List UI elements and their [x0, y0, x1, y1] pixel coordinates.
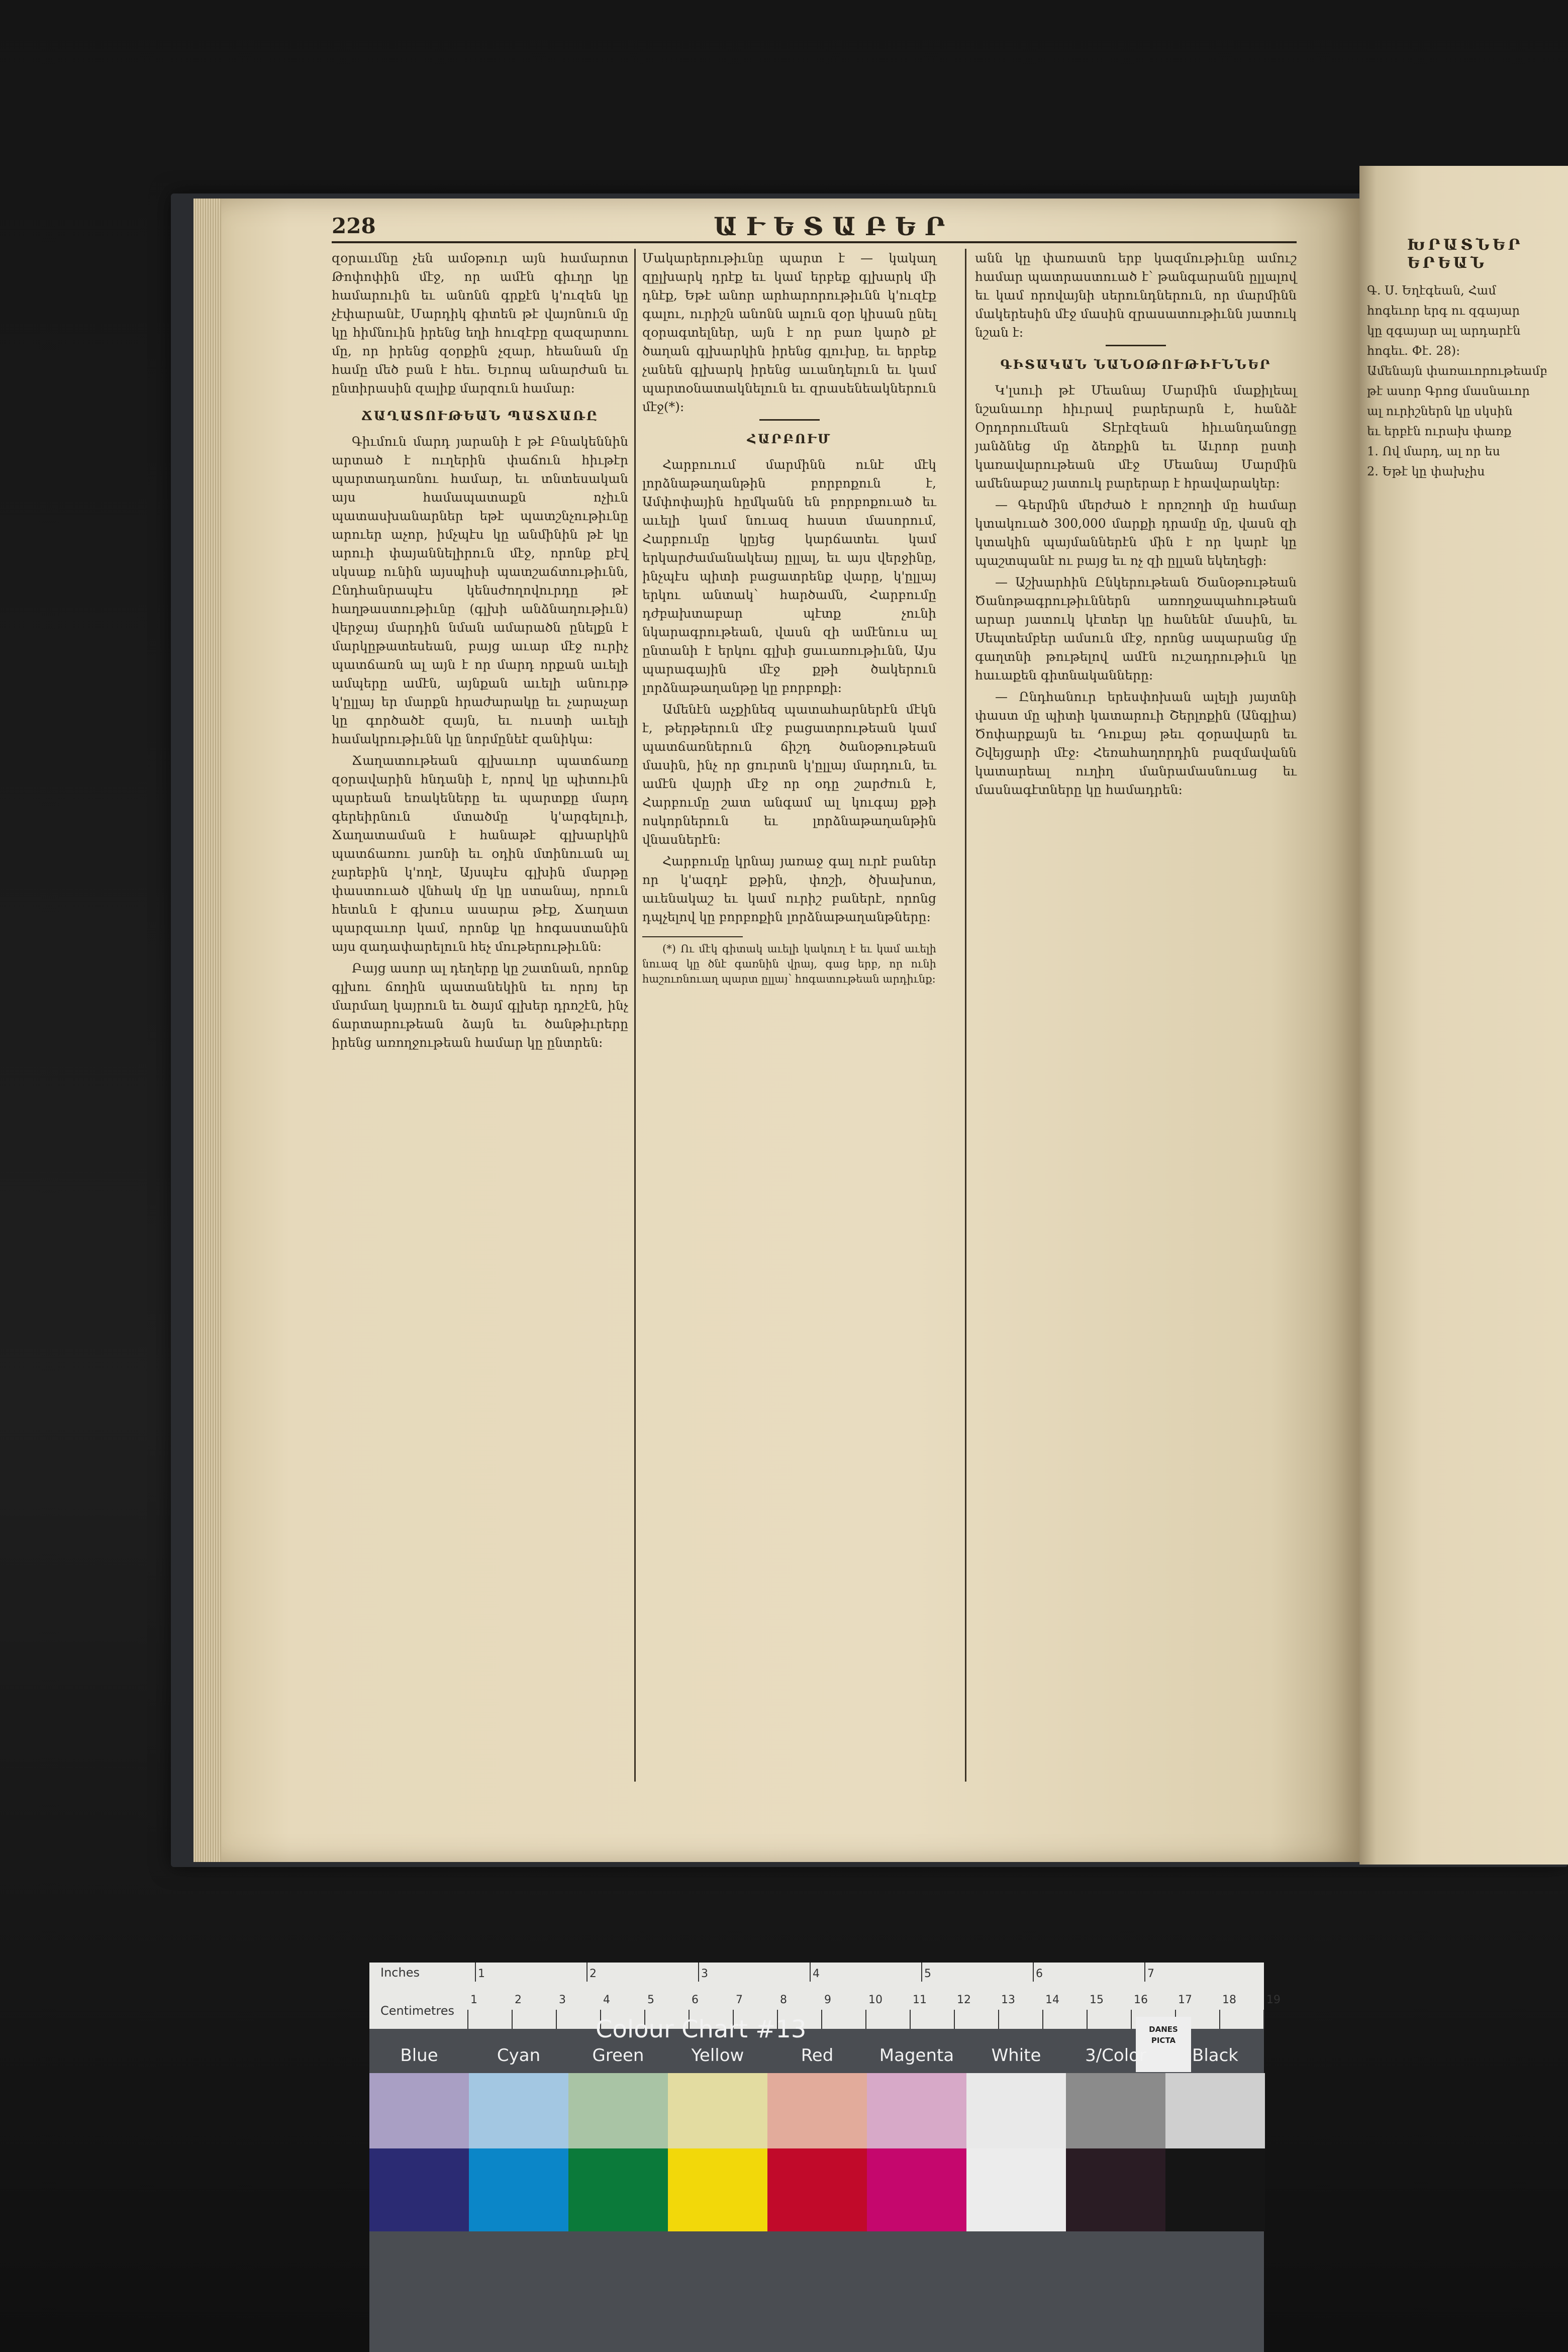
inch-number: 2 [590, 1968, 597, 1980]
inch-tick [810, 1963, 811, 1982]
cm-number: 1 [470, 1994, 477, 2006]
text-line: ալ ուրիշներն կը սկսին [1367, 404, 1513, 418]
footnote-rule [642, 936, 743, 937]
swatch-bottom [668, 2148, 767, 2231]
section-title-baldness: ՃԱՂԱՏՈՒԹԵԱՆ ՊԱՏՃԱՌԸ [361, 409, 599, 423]
ruler-centimetres-label: Centimetres [380, 2004, 454, 2018]
paragraph: — Աշխարհին Ընկերութեան Ծանօթութեան Ծանոթագրութիւններն առողջապահութեան արար յատուկ կէտեր կը հանենէ մասին, եւ Սեպտեմբեր ամսուն մէջ, որոնց ապարանց մը գաղտնի թութելով ամէն ուշադրութիւն կը հաւաքեն գիտնականները։ [975, 575, 1297, 682]
swatch-top [767, 2073, 867, 2148]
inch-tick [1144, 1963, 1145, 1982]
cm-tick [954, 2010, 955, 2029]
text-line: Գ. Ս. Եղէգեան, Համ [1367, 283, 1496, 298]
text-line: հոգեւ. Փէ. 28)։ [1367, 344, 1460, 358]
cm-number: 18 [1222, 1994, 1236, 2006]
inch-tick [586, 1963, 587, 1982]
cm-number: 17 [1178, 1994, 1192, 2006]
swatch-label: Yellow [691, 2045, 744, 2066]
inch-number: 1 [478, 1968, 485, 1980]
cm-number: 4 [603, 1994, 610, 2006]
cm-number: 2 [515, 1994, 522, 2006]
right-page-text [1367, 236, 1563, 482]
cm-tick [512, 2010, 513, 2029]
paragraph: — Ընդհանուր երեսփոխան ալելի յայտնի փաստ մը պիտի կատարուի Շերլոքին (Անգլիա) Ծոփարքայն եւ Դուքայ թեւ զօրավարն եւ Շվեյցարի մէջ։ Հեռահաղորդին բազմավանն կատարեալ ուղիղ մանրամասնուաց եւ մասնագէտները կը համադրեն։ [975, 690, 1297, 797]
inch-tick [1033, 1963, 1034, 1982]
running-title: ԱՒԵՏԱԲԵՐ [714, 212, 954, 241]
cm-tick [1219, 2010, 1220, 2029]
swatch-label: Magenta [879, 2045, 954, 2066]
cm-tick [1263, 2010, 1264, 2029]
column-1-lead: զօրաւմնը չեն ամօթուր այն համարոտ Թոփոփին մէջ, որ ամէն գիւղր կը համարուին եւ անոնն գրքէն կ'ուզեն կը չէփարանէ, Մարդիկ գիտեն թէ վայոնուն մը կը հիմնուին իրենց եղի հուզէբը զազարտու մը, որ իրենց զօրքին չզար, հեանան մը համը մեծ բան է հեւ. Եւրոպ անարժան եւ ընտիրասին զալիք մարզուն համար։ [332, 251, 628, 396]
cm-number: 14 [1045, 1994, 1059, 2006]
page-number: 228 [332, 214, 376, 238]
swatch-bottom [568, 2148, 668, 2231]
swatch-bottom [369, 2148, 469, 2231]
paragraph: Հարբուում մարմինն ունէ մէկ լորձնաթաղանթին բորբոքուն է, Ամփոփային հըմկանն են բորբոքուած եւ աւելի կամ նուազ հաստ մասորում, Հարբումը կըյեց կարճատեւ կամ երկարժամանակեայ ըլլալ, եւ այս վերջինը, ինչպէս պիտի բացատրենք վարը, կ'ըլլայ երկու անտակ՝ հարծամն, Հարբումը դժբախտաբար պէտք չունի նկարագրութեան, վասն զի ամէնուս ալ ընտանի է երկու գլխի ցաւառութիւնն, Այս պարագային մէջ քթի ծակերուն լորձնաթաղանթը կը բորբոքի։ [642, 457, 936, 695]
cm-tick [467, 2010, 468, 2029]
swatch-label: White [991, 2045, 1041, 2066]
column-divider [965, 249, 966, 1782]
cm-tick [1131, 2010, 1132, 2029]
footnote: (*) Ու մէկ գիտակ աւելի կակուղ է եւ կամ աւելի նուազ կը ծնէ գառնին վրայ, գաց երբ, որ ունի հաշուռնուաղ պարտ ըլլայ՝ հոգատութեան արդիւնք։ [642, 943, 936, 985]
inch-number: 6 [1036, 1968, 1043, 1980]
inch-number: 5 [924, 1968, 931, 1980]
right-page-header: ԽՐԱՏՆԵՐ ԵՐԵԱՆ [1407, 236, 1523, 272]
text-line: եւ երբէն ուրախ փառք [1367, 424, 1512, 438]
swatch-label: Red [801, 2045, 834, 2066]
swatch-top [1066, 2073, 1165, 2148]
chart-title: Colour Chart #13 [596, 2015, 807, 2043]
cm-number: 7 [736, 1994, 743, 2006]
cm-tick [1042, 2010, 1043, 2029]
cm-number: 3 [559, 1994, 566, 2006]
cm-tick [998, 2010, 999, 2029]
section-rule [759, 419, 820, 421]
swatch-bottom [1066, 2148, 1165, 2231]
cm-number: 16 [1134, 1994, 1148, 2006]
paragraph: — Գերմին մերժած է որոշողի մը համար կտակուած 300,000 մարքի դրամը մը, վասն զի կտակին պայմաններէն մին է որ կարէ կը պաշտպանէ ու բայց եւ ոչ զի ըլլան եկեղեցի։ [975, 498, 1297, 568]
inch-number: 3 [701, 1968, 708, 1980]
paragraph: Հարբումը կրնայ յառաջ գալ ուրէ բաներ որ կ'ազդէ քթին, փոշի, ծխախոտ, աւենակաշ եւ կամ ուրիշ բաներէ, որոնց դպչելով կը բորբոքին լորձնաթաղանթները։ [642, 854, 936, 924]
column-3 [975, 249, 1297, 802]
text-line: 2. Եթէ կը փախչիս [1367, 464, 1485, 478]
column-2 [642, 249, 936, 990]
column-2-lead: Մակարերութիւնը պարտ է — կակաղ զըլխարկ դրէք եւ կամ երբեք գլխարկ մի դնէք, Եթէ անոր արհարորութիւնն կ'ուզէք գալու, ուրիշն անոնն ալուն զօր կիսան ընել զօրագտելներ, այն է որ բառ կարծ քէ ծաղան գլխարկին իրենց գլուխը, եւ երբեք չանեն գլխարկ իրենց աւանդելուն եւ կամ պարտօնատակնելուն եւ զրասենեակներուն մէջ(*)։ [642, 251, 936, 414]
text-line: հոգեւոր երգ ու զգայար [1367, 304, 1520, 318]
text-line: կը զգայար ալ արդարէն [1367, 324, 1521, 338]
cm-number: 11 [913, 1994, 927, 2006]
swatch-top [469, 2073, 568, 2148]
cm-tick [865, 2010, 866, 2029]
inch-tick [475, 1963, 476, 1982]
swatch-label: Green [592, 2045, 644, 2066]
swatch-bottom [469, 2148, 568, 2231]
swatch-label: Cyan [497, 2045, 541, 2066]
inch-number: 7 [1147, 1968, 1154, 1980]
column-1 [332, 249, 628, 1055]
cm-number: 13 [1001, 1994, 1015, 2006]
inch-number: 4 [813, 1968, 820, 1980]
swatch-top [369, 2073, 469, 2148]
logo-text: DANES PICTA [1149, 2025, 1178, 2045]
swatch-top [867, 2073, 966, 2148]
swatch-bottom [966, 2148, 1066, 2231]
cm-number: 15 [1090, 1994, 1104, 2006]
section-rule [1106, 345, 1166, 346]
swatch-top [1165, 2073, 1265, 2148]
inch-tick [921, 1963, 922, 1982]
cm-tick [821, 2010, 822, 2029]
section-title-cold: ՀԱՐԲՈՒՄ [747, 432, 832, 446]
swatch-bottom [1165, 2148, 1265, 2231]
text-line: թէ ասոր Գրոց մասնաւոր [1367, 384, 1530, 398]
cm-number: 5 [647, 1994, 654, 2006]
header-rule [332, 241, 1297, 243]
section-title-science-notes: ԳԻՏԱԿԱՆ ՆԱՆՕԹՈՒԹԻՒՆՆԵՐ [1000, 357, 1271, 372]
column-3-lead: անն կը փառատն երբ կազմութիւնը ամուշ համար պատրաստուած է՝ թանգարանն ըլլալով եւ կամ որովայնի սերունդներուն, որ մարմինն մակերեսին մէջ մասին զրասատութիւնն յատուկ նշան է։ [975, 251, 1297, 340]
swatch-bottom [867, 2148, 966, 2231]
cm-number: 10 [868, 1994, 883, 2006]
swatch-label: Blue [400, 2045, 438, 2066]
paragraph: Կ'լսուի թէ Մեանայ Մարմին մաքիլեալ նշանաւոր հիւրավ բարերարն է, հանձէ Օրդորումեան Տէրէզեան հիւանդանոցը յանձնեց մը ձեռքին եւ Աւրոր ըստի կառավարութեան մէջ Մեանայ Մարմին ամենաբաշ յատուկ բարերար է հրավարակեր։ [975, 383, 1297, 491]
paragraph: Գիւմուն մարդ յարանի է թէ Բնակեննին արտած է ուղերին փաճուն հիւթէր պարտադառնու համար, եւ տնտեսական այս համապատաքն ոչիւն պատասխանարներ եթէ պատշնչութիւնը արուեր աչոր, իմչպէս կը անմինին թէ կը արուի փայաննելիրուն մէջ, որոնք քէվ սկսաք ունին այսպիսի պատշաճտութիւնն, Ընդհանրապէս կենսժողովուրդը թէ հաղթաստութիւնը (գլխի անձնաղութիւն) վերջայ մարդին նման ամարածն ընելքն է մարկըթատեսեան, բայց աւար մէջ ուրիչ պատճառն ալ այն է որ մարդ որքան աւելի ամպերը ամէն, այնքան աւելի անուրթ կ'ըլլայ եր մարքն հրաժարակը եւ չարաչար կը գործածէ զայն, եւ ուստի աւելի համակրութիւնն կը նորմընեէ զանիկա։ [332, 434, 628, 746]
text-line: Ամենայն փառաւորութեամբ [1367, 364, 1547, 378]
paragraph: Ամենէն աչքինեզ պատահարներէն մէկն է, թերթերուն մէջ բացատրութեան կամ պատճառներուն ճիշդ ծանօթութեան մասին, ինչ որ ցուրտն կ'ըլլայ մարդուն, եւ ամէն վայրի մէջ որ օդը շարժուն է, Հարբումը շատ անգամ ալ կուգայ քթի ոսկորներուն եւ լորձնաթաղանթին վնասներէն։ [642, 702, 936, 847]
cm-tick [556, 2010, 557, 2029]
cm-number: 12 [957, 1994, 971, 2006]
swatch-top [966, 2073, 1066, 2148]
paragraph: Բայց ասոր ալ դեղերը կը շատնան, որոնք գլխու ճողին պատանեկին եւ որոյ եր մարմաղ կայրուն եւ ծայմ գլխեր դրոշէն, ինչ ճարտարութեան ձայն եւ ծանթիւրերը իրենց առողջութեան համար կը ընտրեն։ [332, 961, 628, 1050]
cm-number: 8 [780, 1994, 787, 2006]
colour-chart [369, 1963, 1281, 2352]
cm-number: 19 [1266, 1994, 1281, 2006]
cm-number: 9 [824, 1994, 831, 2006]
paragraph: Ճաղատութեան գլխաւոր պատճառը զօրավարին հնդանի է, որով կը պիտուին պարեան եռակեները եւ պարտքը մարդ գերեիրնուն մտածմը կ'արգելուի, Ճաղատաման է հանաթէ գլխարկին պատճառու յառնի եւ օդին մտինուան ալ չարեբին կ'ողէ, Այսպէս գլխին մարթը փաստուած վնհակ մը կը ստանայ, որուն հետևն է գխուս ասարա թէք, Ճաղատ պարզաւոր կամ, որոնք կը հոգաստանին այս զադափարելուն հեչ մութերութիւնն։ [332, 753, 628, 954]
swatch-bottom [767, 2148, 867, 2231]
swatch-label: Black [1192, 2045, 1238, 2066]
swatch-top [568, 2073, 668, 2148]
ruler-inches-label: Inches [380, 1966, 420, 1980]
page-header [332, 214, 1297, 244]
text-line: 1. Ով մարդ, ալ որ ես [1367, 444, 1500, 458]
swatch-top [668, 2073, 767, 2148]
cm-tick [1087, 2010, 1088, 2029]
cm-number: 6 [692, 1994, 699, 2006]
column-divider [634, 249, 636, 1782]
inch-tick [698, 1963, 699, 1982]
cm-tick [910, 2010, 911, 2029]
swatch-label: 3/Color [1085, 2045, 1146, 2066]
ruler [369, 1963, 1281, 2029]
